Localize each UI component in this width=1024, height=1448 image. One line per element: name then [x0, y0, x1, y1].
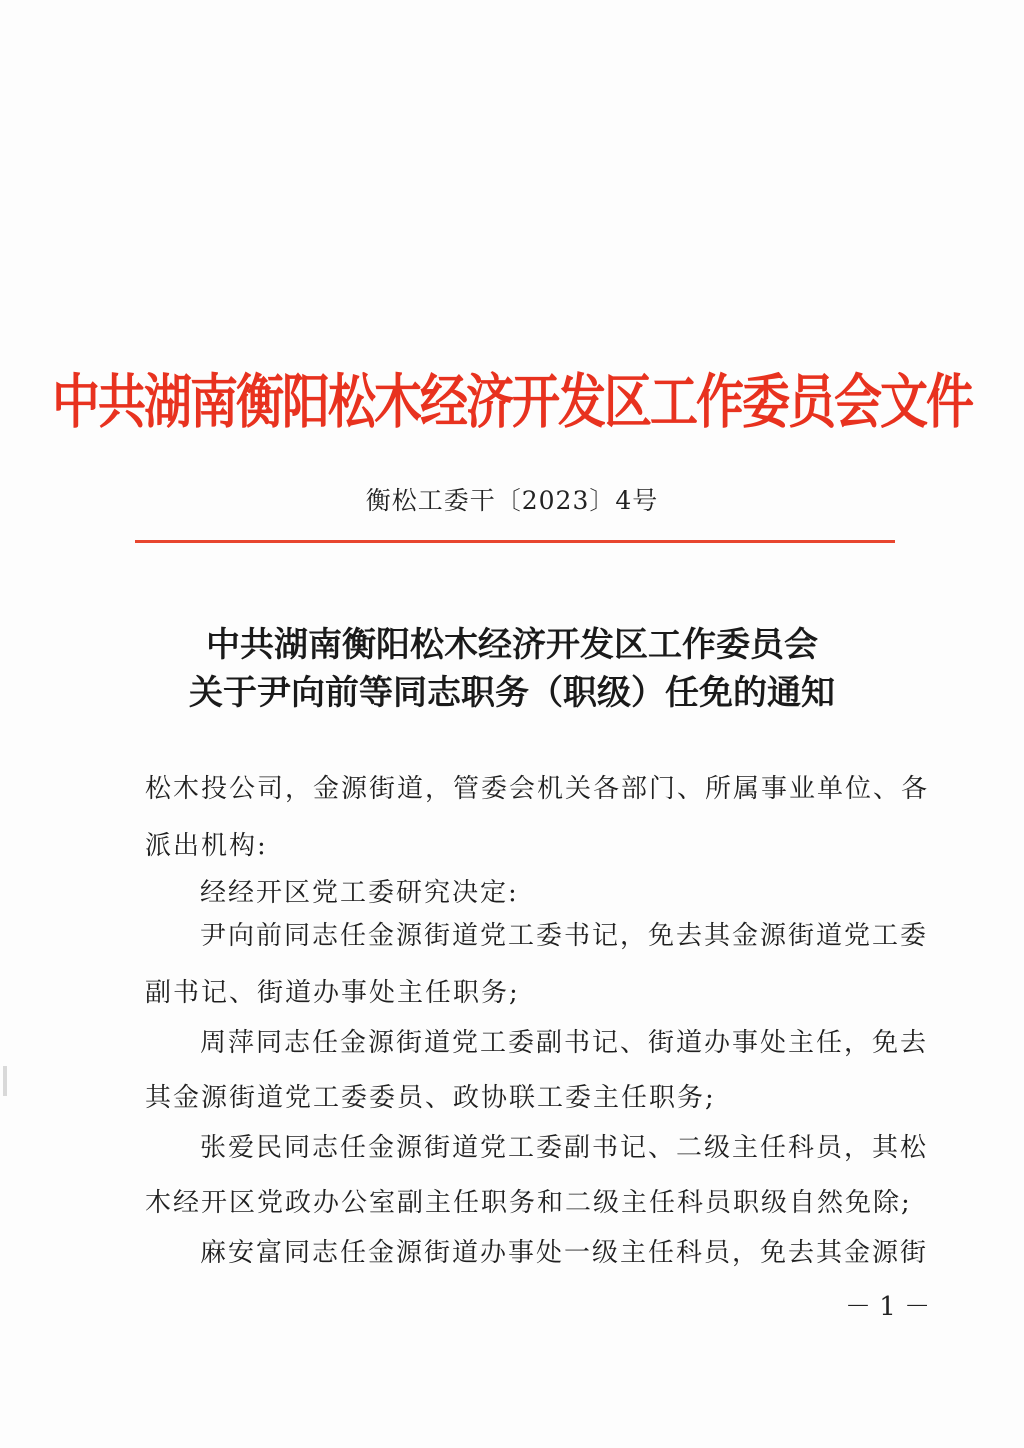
appointment-3-line-1: 张爱民同志任金源街道党工委副书记、二级主任科员，其松 — [200, 1133, 929, 1163]
notice-title-line-1: 中共湖南衡阳松木经济开发区工作委员会 — [206, 625, 818, 665]
appointment-1-line-2: 副书记、街道办事处主任职务; — [145, 978, 520, 1008]
red-divider-line — [135, 540, 895, 543]
appointment-1-line-1: 尹向前同志任金源街道党工委书记，免去其金源街道党工委 — [200, 921, 929, 951]
page-number: － 1 － — [845, 1292, 931, 1322]
appointment-3-line-2: 木经开区党政办公室副主任职务和二级主任科员职级自然免除; — [145, 1188, 912, 1218]
appointment-2-line-1: 周萍同志任金源街道党工委副书记、街道办事处主任，免去 — [200, 1028, 929, 1058]
addressee-line-1: 松木投公司，金源街道，管委会机关各部门、所属事业单位、各 — [145, 774, 930, 804]
scan-edge-mark — [3, 1066, 7, 1096]
addressee-line-2: 派出机构: — [145, 831, 268, 861]
red-header-title: 中共湖南衡阳松木经济开发区工作委员会文件 — [51, 368, 972, 437]
appointment-4-line-1: 麻安富同志任金源街道办事处一级主任科员，免去其金源街 — [200, 1238, 929, 1268]
intro-paragraph: 经经开区党工委研究决定: — [200, 878, 519, 908]
appointment-2-line-2: 其金源街道党工委委员、政协联工委主任职务; — [145, 1083, 716, 1113]
document-number: 衡松工委干〔2023〕4号 — [365, 486, 659, 515]
notice-title-line-2: 关于尹向前等同志职务（职级）任免的通知 — [189, 673, 835, 713]
